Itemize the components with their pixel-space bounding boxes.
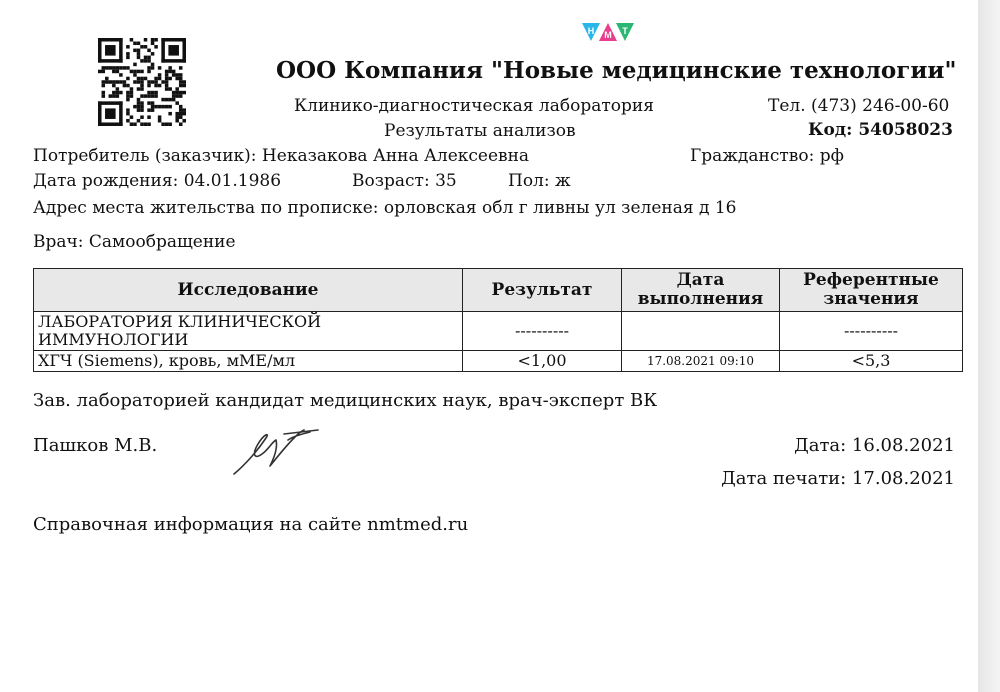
cell-study: ХГЧ (Siemens), кровь, мМЕ/мл xyxy=(34,351,463,372)
birth-date: Дата рождения: 04.01.1986 xyxy=(33,171,282,191)
lab-head-title: Зав. лабораторией кандидат медицинских наук, врач-эксперт ВК xyxy=(33,390,658,411)
logo-letter-h: Н xyxy=(587,26,595,36)
header-date: Дата выполнения xyxy=(622,269,780,312)
header-reference: Референтные значения xyxy=(780,269,963,312)
doctor: Врач: Самообращение xyxy=(33,232,236,252)
lab-name: Клинико-диагностическая лаборатория xyxy=(294,96,654,116)
cell-result: <1,00 xyxy=(463,351,622,372)
cell-reference: ---------- xyxy=(780,312,963,351)
header-result: Результат xyxy=(463,269,622,312)
cell-date xyxy=(622,312,780,351)
sex: Пол: ж xyxy=(508,171,571,191)
consumer-name: Потребитель (заказчик): Неказакова Анна Алексеевна xyxy=(33,146,530,166)
qr-code-icon xyxy=(98,38,186,126)
page-edge xyxy=(978,0,1000,692)
logo-letter-t: Т xyxy=(622,26,628,36)
cell-reference: <5,3 xyxy=(780,351,963,372)
report-date: Дата: 16.08.2021 xyxy=(794,435,955,456)
table-row xyxy=(34,312,963,351)
signature-icon xyxy=(228,424,328,480)
nmt-logo xyxy=(580,20,636,44)
lab-head-name: Пашков М.В. xyxy=(33,435,158,456)
cell-result: ---------- xyxy=(463,312,622,351)
company-name: ООО Компания "Новые медицинские технологии" xyxy=(276,57,957,84)
print-date: Дата печати: 17.08.2021 xyxy=(721,468,955,489)
age: Возраст: 35 xyxy=(352,171,457,191)
results-table xyxy=(33,268,963,372)
cell-date: 17.08.2021 09:10 xyxy=(622,351,780,372)
table-header-row xyxy=(34,269,963,312)
reference-info: Справочная информация на сайте nmtmed.ru xyxy=(33,514,469,535)
address: Адрес места жительства по прописке: орловская обл г ливны ул зеленая д 16 xyxy=(33,198,737,218)
lab-phone: Тел. (473) 246-00-60 xyxy=(768,96,950,116)
results-title: Результаты анализов xyxy=(384,121,576,141)
citizenship: Гражданство: рф xyxy=(690,146,844,166)
order-code: Код: 54058023 xyxy=(808,120,953,140)
table-row xyxy=(34,351,963,372)
cell-study: ЛАБОРАТОРИЯ КЛИНИЧЕСКОЙ ИММУНОЛОГИИ xyxy=(34,312,463,351)
logo-letter-m: М xyxy=(604,30,612,40)
header-study: Исследование xyxy=(34,269,463,312)
